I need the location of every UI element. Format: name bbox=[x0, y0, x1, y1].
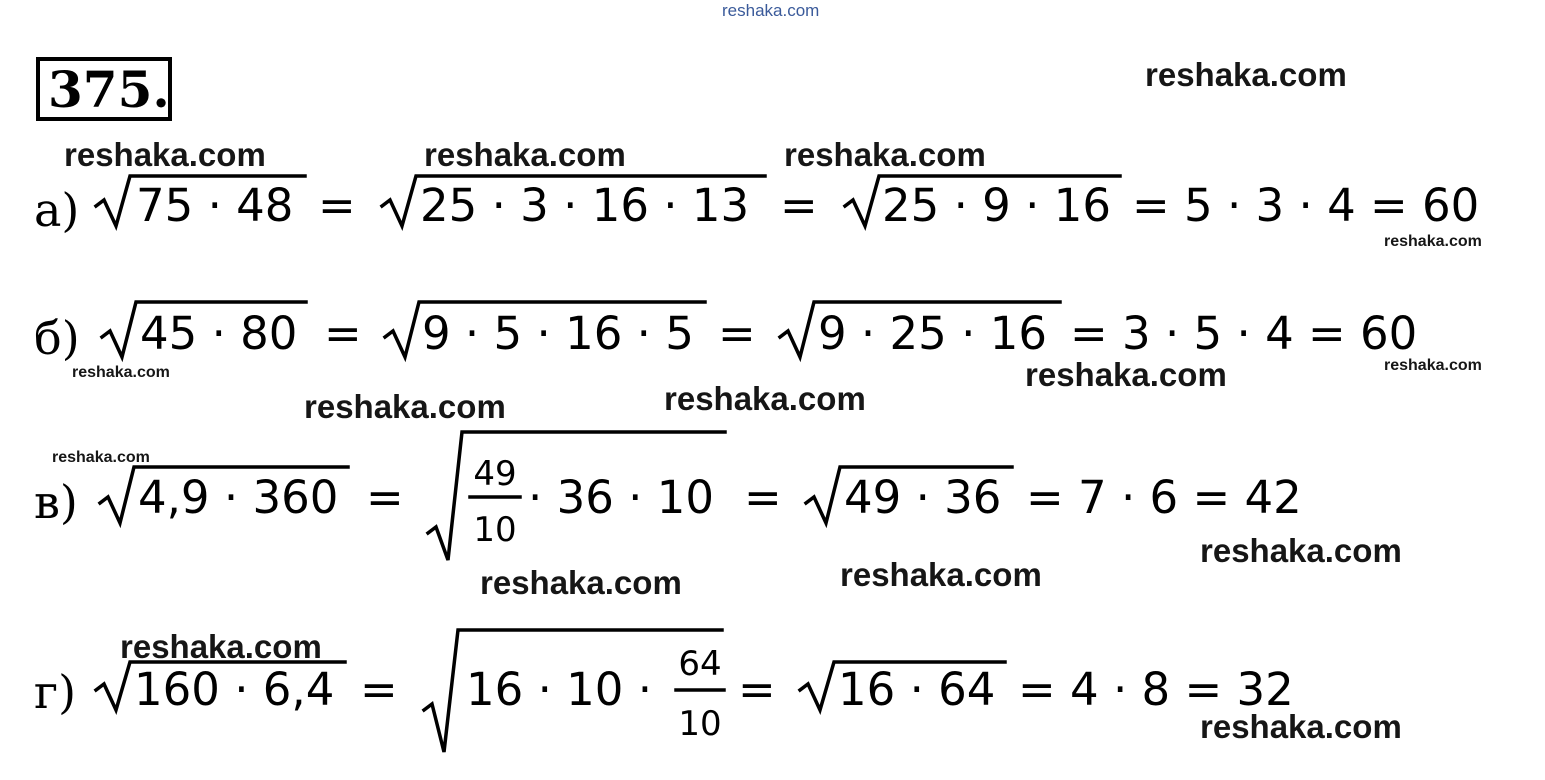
watermark: reshaka.com bbox=[52, 449, 150, 466]
row-v-equals-2: = bbox=[744, 471, 782, 524]
row-a-equals-1: = bbox=[318, 179, 356, 232]
row-b-radicand-2: 9 · 5 · 16 · 5 bbox=[422, 307, 694, 360]
row-a-equals-2: = bbox=[780, 179, 818, 232]
row-v-radicand-3: 49 · 36 bbox=[844, 471, 1002, 524]
watermark: reshaka.com bbox=[64, 136, 266, 173]
row-v-radicand-2-rest: · 36 · 10 bbox=[528, 471, 715, 524]
row-v-radicand-1: 4,9 · 360 bbox=[138, 471, 339, 524]
row-a-radicand-2: 25 · 3 · 16 · 13 bbox=[420, 179, 750, 232]
row-g-label: г) bbox=[34, 665, 77, 719]
row-a-radicand-1: 75 · 48 bbox=[136, 179, 294, 232]
watermark-top: reshaka.com bbox=[722, 1, 820, 20]
row-g-fraction-numerator: 64 bbox=[678, 644, 722, 684]
row-b-radicand-1: 45 · 80 bbox=[140, 307, 298, 360]
row-g-radicand-1: 160 · 6,4 bbox=[134, 663, 335, 716]
row-b-equals-1: = bbox=[324, 307, 362, 360]
row-b-result: = 3 · 5 · 4 = 60 bbox=[1070, 307, 1418, 360]
problem-number: 375. bbox=[48, 60, 170, 119]
row-v-fraction-numerator: 49 bbox=[473, 454, 517, 494]
row-a-result: = 5 · 3 · 4 = 60 bbox=[1132, 179, 1480, 232]
row-v-equals-1: = bbox=[366, 471, 404, 524]
row-v-fraction-denominator: 10 bbox=[473, 510, 517, 550]
watermark: reshaka.com bbox=[664, 380, 866, 417]
watermark: reshaka.com bbox=[480, 564, 682, 601]
watermark: reshaka.com bbox=[304, 388, 506, 425]
row-g-equals-2: = bbox=[738, 663, 776, 716]
row-b-radicand-3: 9 · 25 · 16 bbox=[818, 307, 1047, 360]
row-g-radicand-3: 16 · 64 bbox=[838, 663, 996, 716]
watermark: reshaka.com bbox=[1200, 708, 1402, 745]
watermark: reshaka.com bbox=[1384, 357, 1482, 374]
row-v-label: в) bbox=[34, 475, 78, 529]
row-a-label: а) bbox=[34, 183, 80, 237]
row-g-radicand-2-lead: 16 · 10 · bbox=[466, 663, 653, 716]
row-g-result: = 4 · 8 = 32 bbox=[1018, 663, 1294, 716]
row-g-equals-1: = bbox=[360, 663, 398, 716]
row-g-fraction-denominator: 10 bbox=[678, 704, 722, 744]
watermark: reshaka.com bbox=[1384, 233, 1482, 250]
watermark: reshaka.com bbox=[424, 136, 626, 173]
row-b-equals-2: = bbox=[718, 307, 756, 360]
row-a-radicand-3: 25 · 9 · 16 bbox=[882, 179, 1111, 232]
watermark: reshaka.com bbox=[1200, 532, 1402, 569]
row-v-result: = 7 · 6 = 42 bbox=[1026, 471, 1302, 524]
row-b-label: б) bbox=[34, 311, 80, 365]
watermark: reshaka.com bbox=[1145, 56, 1347, 93]
watermark: reshaka.com bbox=[784, 136, 986, 173]
watermark: reshaka.com bbox=[72, 364, 170, 381]
watermark: reshaka.com bbox=[120, 628, 322, 665]
watermark: reshaka.com bbox=[840, 556, 1042, 593]
watermark: reshaka.com bbox=[1025, 356, 1227, 393]
